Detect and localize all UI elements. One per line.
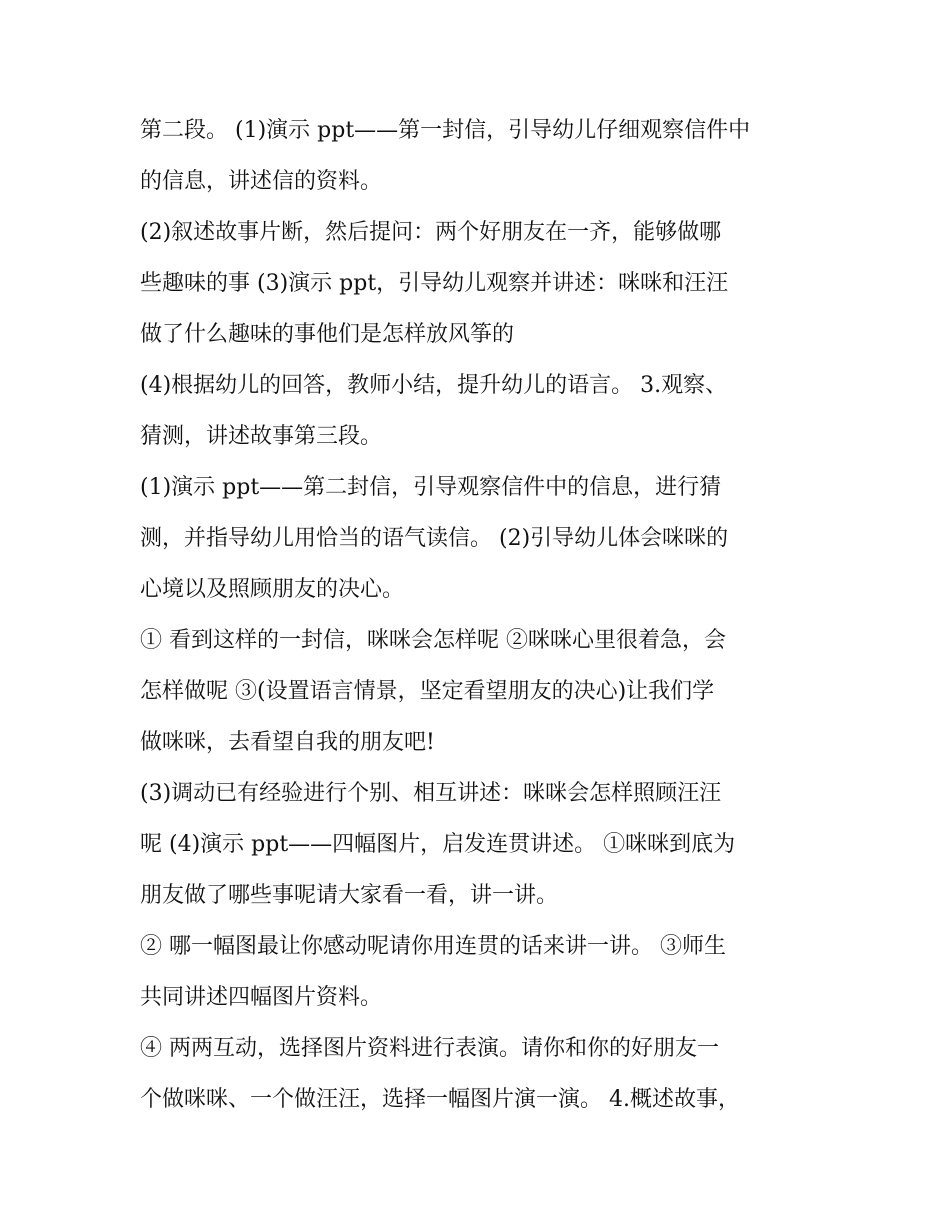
text-line: 朋友做了哪些事呢请大家看一看，讲一讲。 [140, 883, 559, 908]
text-line: 的信息，讲述信的资料。 [140, 169, 383, 194]
text-line: 猜测，讲述故事第三段。 [140, 424, 383, 449]
text-line: 心境以及照顾朋友的决心。 [140, 577, 405, 602]
document-body [140, 105, 820, 1125]
text-line: 个做咪咪、一个做汪汪，选择一幅图片演一演。 4.概述故事， [140, 1087, 740, 1112]
text-line: ② 哪一幅图最让你感动呢请你用连贯的话来讲一讲。 ③师生 [140, 934, 726, 959]
text-line: 共同讲述四幅图片资料。 [140, 985, 383, 1010]
text-line: (1)演示 ppt——第二封信，引导观察信件中的信息，进行猜 [140, 475, 722, 500]
text-line: 测，并指导幼儿用恰当的语气读信。 (2)引导幼儿体会咪咪的 [140, 526, 729, 551]
text-line: 怎样做呢 ③(设置语言情景，坚定看望朋友的决心)让我们学 [140, 679, 715, 704]
text-line: ① 看到这样的一封信，咪咪会怎样呢 ②咪咪心里很着急，会 [140, 628, 726, 653]
text-line: (4)根据幼儿的回答，教师小结，提升幼儿的语言。 3.观察、 [140, 373, 728, 398]
text-line: (2)叙述故事片断，然后提问：两个好朋友在一齐，能够做哪 [140, 220, 722, 245]
text-line: 第二段。 (1)演示 ppt——第一封信，引导幼儿仔细观察信件中 [140, 118, 751, 143]
text-line: 些趣味的事 (3)演示 ppt，引导幼儿观察并讲述：咪咪和汪汪 [140, 271, 729, 296]
text-line: ④ 两两互动，选择图片资料进行表演。请你和你的好朋友一 [140, 1036, 719, 1061]
text-line: 做咪咪，去看望自我的朋友吧! [140, 730, 435, 755]
text-line: (3)调动已有经验进行个别、相互讲述：咪咪会怎样照顾汪汪 [140, 781, 722, 806]
text-line: 做了什么趣味的事他们是怎样放风筝的 [140, 322, 515, 347]
text-line: 呢 (4)演示 ppt——四幅图片，启发连贯讲述。 ①咪咪到底为 [140, 832, 736, 857]
